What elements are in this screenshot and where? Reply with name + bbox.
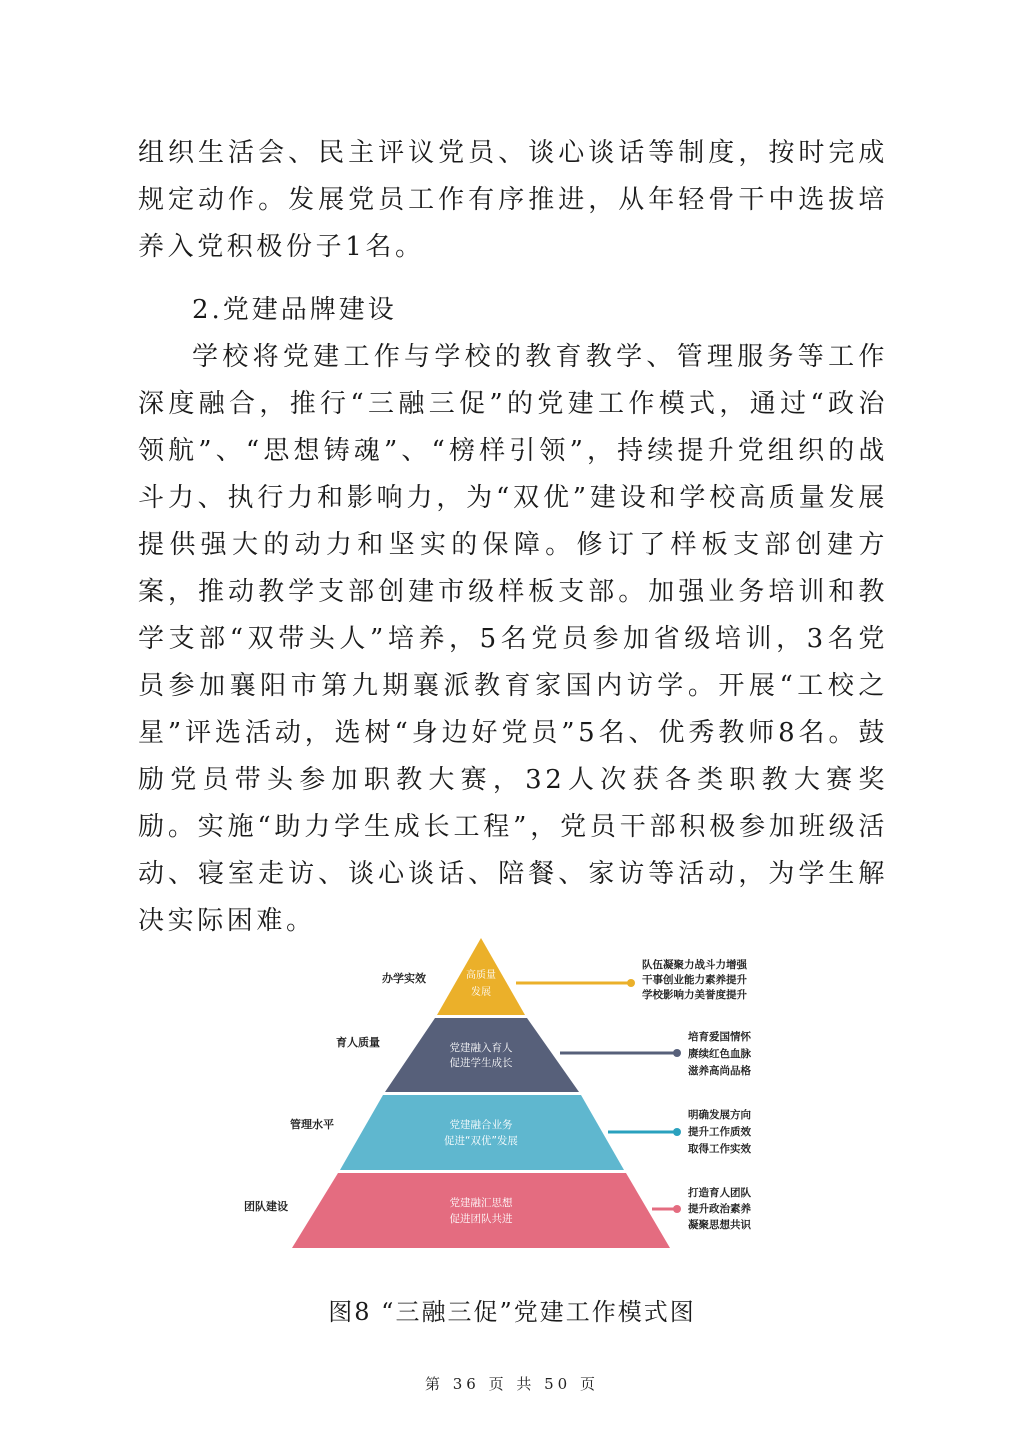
left-label-4: 团队建设 [244, 1200, 288, 1213]
center-label-4b: 促进团队共进 [449, 1213, 513, 1225]
left-label-1: 办学实效 [382, 972, 426, 985]
right-label-4b: 提升政治素养 [688, 1203, 751, 1215]
right-label-1c: 学校影响力美誉度提升 [642, 989, 747, 1001]
center-label-2b: 促进学生成长 [449, 1057, 513, 1069]
figure-caption: 图8 “三融三促”党建工作模式图 [328, 1298, 696, 1326]
center-label-3b: 促进“双优”发展 [444, 1135, 518, 1147]
right-label-3a: 明确发展方向 [688, 1109, 751, 1121]
right-label-3b: 提升工作质效 [688, 1126, 751, 1138]
pyramid-diagram [230, 930, 790, 1260]
pyramid-layer-bottom [292, 1173, 670, 1248]
connector-dot-3 [673, 1128, 681, 1136]
section-heading: 2.党建品牌建设 [192, 295, 397, 325]
left-label-3: 管理水平 [290, 1118, 334, 1131]
center-label-3a: 党建融合业务 [449, 1119, 513, 1131]
pyramid-layer-3 [340, 1095, 624, 1170]
connector-dot-4 [673, 1205, 681, 1213]
center-label-1b: 发展 [471, 987, 491, 998]
right-label-2c: 滋养高尚品格 [688, 1065, 751, 1077]
right-label-4c: 凝聚思想共识 [688, 1219, 751, 1231]
pyramid-layer-2 [385, 1018, 579, 1092]
center-label-2a: 党建融入育人 [449, 1042, 513, 1054]
connector-dot-2 [673, 1049, 681, 1057]
center-label-4a: 党建融汇思想 [449, 1197, 513, 1209]
connector-dot-1 [627, 979, 635, 987]
left-label-2: 育人质量 [336, 1036, 380, 1049]
right-label-2b: 赓续红色血脉 [688, 1048, 751, 1060]
right-label-2a: 培育爱国情怀 [688, 1031, 751, 1043]
paragraph-organization: 组织生活会、民主评议党员、谈心谈话等制度，按时完成规定动作。发展党员工作有序推进，从年轻骨干中选拔培养入党积极份子1名。 [138, 138, 888, 262]
right-label-1b: 干事创业能力素养提升 [642, 974, 747, 986]
page-footer: 第 36 页 共 50 页 [424, 1375, 599, 1393]
right-label-3c: 取得工作实效 [688, 1143, 751, 1155]
paragraph-party-brand: 学校将党建工作与学校的教育教学、管理服务等工作深度融合，推行“三融三促”的党建工作模式，通过“政治领航”、“思想铸魂”、“榜样引领”，持续提升党组织的战斗力、执行力和影响力，为“双优”建设和学校高质量发展提供强大的动力和坚实的保障。修订了样板支部创建方案，推动教学支部创建市级样板支部。加强业务培训和教学支部“双带头人”培养，5名党员参加省级培训，3名党员参加襄阳市第九期襄派教育家国内访学。开展“工校之星”评选活动，选树“身边好党员”5名、优秀教师8名。鼓励党员带头参加职教大赛，32人次获各类职教大赛奖励。实施“助力学生成长工程”，党员干部积极参加班级活动、寝室走访、谈心谈话、陪餐、家访等活动，为学生解决实际困难。 [138, 342, 888, 936]
right-label-4a: 打造育人团队 [688, 1187, 751, 1199]
right-label-1a: 队伍凝聚力战斗力增强 [642, 959, 747, 971]
center-label-1a: 高质量 [466, 970, 496, 981]
